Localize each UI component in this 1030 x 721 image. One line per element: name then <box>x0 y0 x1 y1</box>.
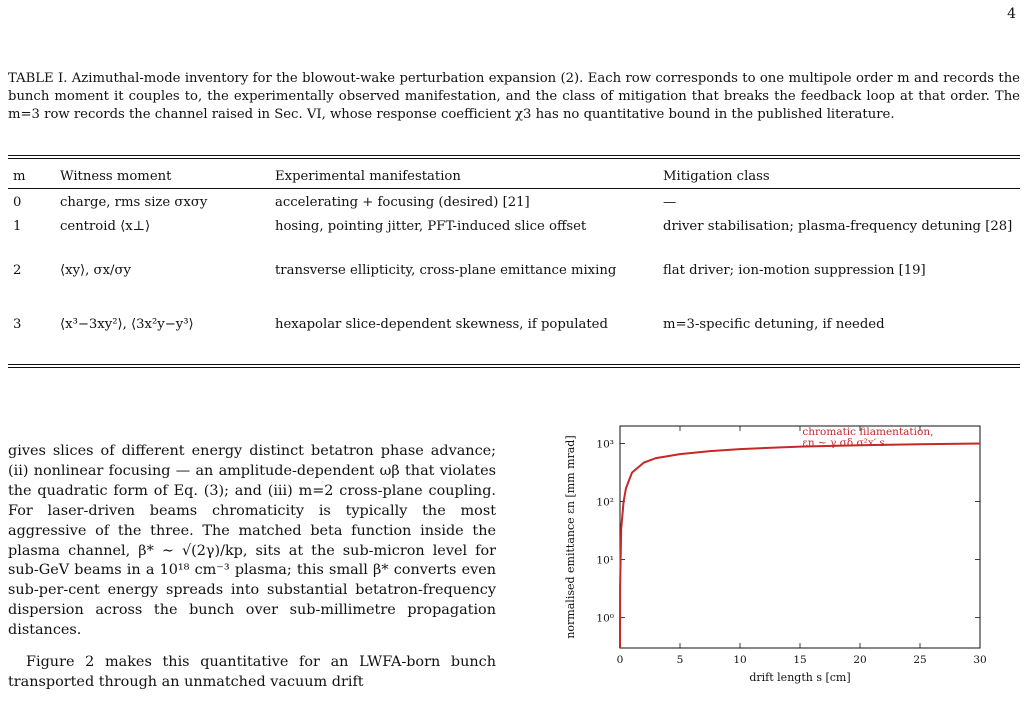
table-bottom-rule-2 <box>8 367 1020 368</box>
series-line <box>620 444 980 649</box>
table-header-mitigation: Mitigation class <box>663 169 770 184</box>
table-header-rule <box>8 188 1020 189</box>
cell-moment: ⟨x³−3xy²⟩, ⟨3x²y−y³⟩ <box>60 317 194 332</box>
y-tick-label: 10³ <box>596 438 614 451</box>
cell-moment: charge, rms size σxσy <box>60 195 208 210</box>
table-header-manifestation: Experimental manifestation <box>275 169 461 184</box>
x-tick-label: 20 <box>853 654 867 666</box>
body-paragraph: gives slices of different energy distinct betatron phase advance; (ii) nonlinear focusing — an amplitude-dependent ωβ that violates the quadratic form of Eq. (3); and (iii) m=2 cross-plane coupling. For laser-driven beams chromaticity is typically the most aggressive of the three. The matched beta function inside the plasma channel, β* ∼ √(2γ)/kp, sits at the sub-micron level for sub-GeV beams in a 10¹⁸ cm⁻³ plasma; this small β* converts even sub-per-cent energy spreads into substantial betatron-frequency dispersion across the bunch over sub-millimetre propagation distances. <box>8 443 496 639</box>
plot-frame <box>620 426 980 648</box>
cell-moment: centroid ⟨x⊥⟩ <box>60 219 151 234</box>
table-top-rule-2 <box>8 158 1020 159</box>
cell-mitigation: driver stabilisation; plasma-frequency detuning [28] <box>663 219 1013 234</box>
x-tick-label: 30 <box>973 654 987 666</box>
y-tick-label: 10² <box>596 496 614 509</box>
table-bottom-rule <box>8 364 1020 365</box>
x-axis-label: drift length s [cm] <box>749 671 851 684</box>
table-header-m: m <box>13 169 26 184</box>
cell-m: 2 <box>13 263 22 278</box>
emittance-chart <box>540 416 1020 696</box>
cell-manifestation: accelerating + focusing (desired) [21] <box>275 195 530 210</box>
y-tick-label: 10⁰ <box>596 612 614 625</box>
x-tick-label: 25 <box>913 654 927 666</box>
x-tick-label: 0 <box>616 654 624 666</box>
cell-m: 0 <box>13 195 22 210</box>
cell-m: 1 <box>13 219 22 234</box>
legend-formula: εn ∼ γ σδ σ²x′ s <box>802 437 885 449</box>
cell-manifestation: transverse ellipticity, cross-plane emittance mixing <box>275 263 617 278</box>
cell-moment: ⟨xy⟩, σx/σy <box>60 263 131 278</box>
table-caption: TABLE I. Azimuthal-mode inventory for the blowout-wake perturbation expansion (2). Each row corresponds to one multipole order m and records the bunch moment it couples to, the experimentally observed manifestation, and the class of mitigation that breaks the feedback loop at that order. The m=3 row records the channel raised in Sec. VI, whose response coefficient χ3 has no quantitative bound in the published literature. <box>8 71 1020 122</box>
cell-mitigation: flat driver; ion-motion suppression [19] <box>663 263 926 278</box>
x-tick-label: 10 <box>733 654 747 666</box>
body-text-column <box>8 442 496 693</box>
y-tick-label: 10¹ <box>596 554 614 567</box>
body-paragraph: Figure 2 makes this quantitative for an LWFA-born bunch transported through an unmatched vacuum drift <box>8 654 496 690</box>
page-number: 4 <box>1007 6 1016 22</box>
cell-manifestation: hosing, pointing jitter, PFT-induced slice offset <box>275 219 587 234</box>
table-top-rule <box>8 155 1020 156</box>
cell-manifestation: hexapolar slice-dependent skewness, if populated <box>275 317 608 332</box>
cell-mitigation: m=3-specific detuning, if needed <box>663 317 885 332</box>
y-axis-label: normalised emittance εn [mm mrad] <box>564 435 577 639</box>
cell-mitigation: — <box>663 195 677 210</box>
legend-label: chromatic filamentation, <box>802 426 934 438</box>
x-tick-label: 5 <box>676 654 684 666</box>
cell-m: 3 <box>13 317 22 332</box>
chart-svg <box>540 416 1020 696</box>
x-tick-label: 15 <box>793 654 807 666</box>
table-header-moment: Witness moment <box>60 169 172 184</box>
